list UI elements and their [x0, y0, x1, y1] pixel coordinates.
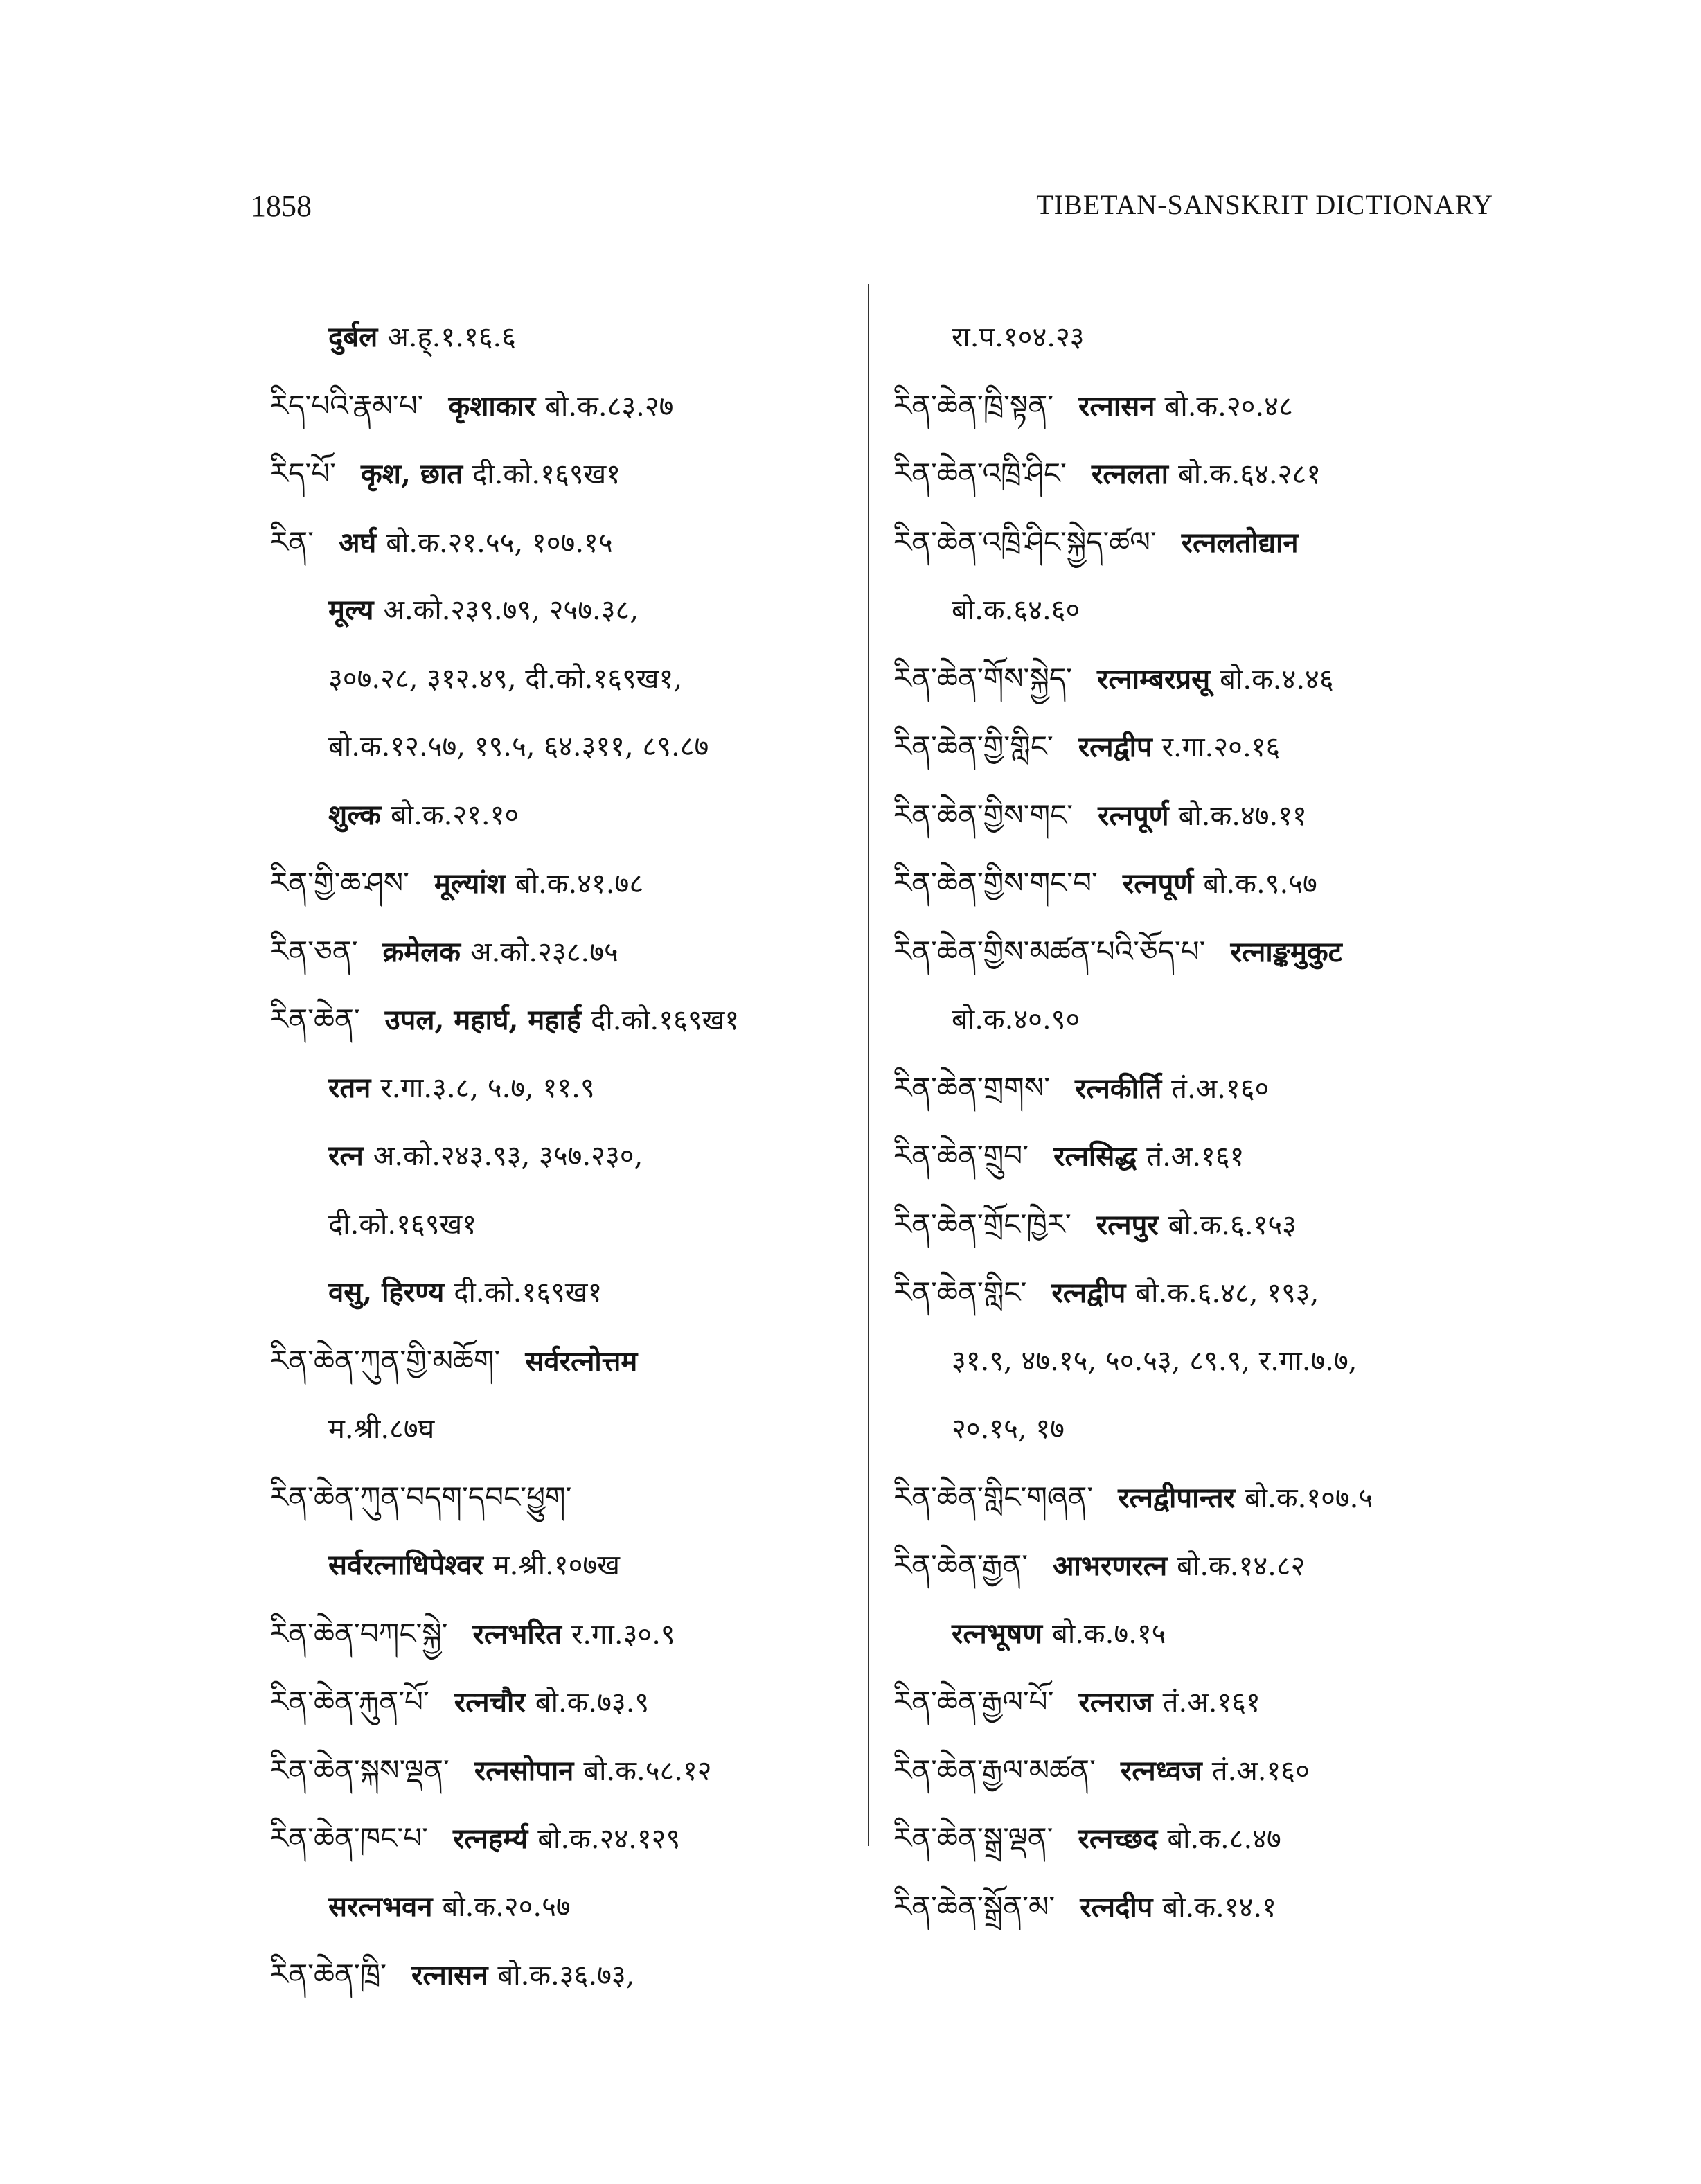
entry-continuation-line — [893, 303, 1517, 372]
source-reference: दी.को.१६९ख१ — [454, 1277, 603, 1308]
source-reference: बो.क.२१.५५, १०७.१५ — [386, 526, 613, 559]
source-reference: दी.को.१६९ख१ — [591, 1004, 740, 1036]
source-reference: बो.क.१२.५७, १९.५, ६४.३११, ८९.८७ — [328, 731, 709, 763]
source-reference: दी.को.१६९ख१ — [472, 459, 621, 490]
entry-continuation-line — [893, 576, 1517, 645]
tibetan-headword: རིན་ཅན་ — [270, 934, 358, 968]
dictionary-entry — [270, 849, 852, 918]
tibetan-headword: རིན་ཆེན་གྲུབ་ — [893, 1139, 1029, 1173]
source-reference: बो.क.७.१५ — [1052, 1617, 1166, 1650]
entry-continuation-line — [270, 1122, 852, 1191]
source-reference: र.गा.३०.९ — [571, 1618, 675, 1651]
sanskrit-equivalent: क्रमेलक — [382, 935, 461, 968]
sanskrit-equivalent: मूल्य — [328, 594, 374, 626]
dictionary-entry — [893, 508, 1517, 577]
entry-continuation-line — [270, 303, 852, 372]
source-reference: दी.को.१६९ख१ — [328, 1208, 477, 1241]
sanskrit-equivalent: कृश, छात — [361, 458, 463, 490]
source-reference: अ.को.२३८.७५ — [470, 936, 618, 968]
source-reference: बो.क.६४.२८१ — [1177, 459, 1321, 490]
sanskrit-equivalent: रत्नद्वीपान्तर — [1118, 1481, 1235, 1514]
sanskrit-equivalent: रत्नभरित — [472, 1617, 562, 1651]
dictionary-entry — [270, 1737, 852, 1805]
dictionary-entry — [893, 918, 1517, 986]
source-reference: बो.क.६.४८, १९३, — [1135, 1277, 1319, 1309]
source-reference: अ.ह्.१.१६.६ — [387, 321, 517, 353]
entry-continuation-line — [893, 1327, 1517, 1396]
sanskrit-equivalent: रत्नासन — [1078, 389, 1155, 423]
source-reference: बो.क.२१.१० — [390, 799, 519, 831]
entry-continuation-line — [270, 713, 852, 781]
source-reference: ३०७.२८, ३१२.४९, दी.को.१६९ख१, — [328, 662, 683, 695]
tibetan-headword: རིན་ཆེན་གྲགས་ — [893, 1070, 1051, 1105]
sanskrit-equivalent: रत्नकीर्ति — [1075, 1072, 1162, 1105]
tibetan-headword: རིན་ཆེན་སྒྲ་ལྡན་ — [893, 1821, 1053, 1855]
dictionary-entry — [893, 1054, 1517, 1123]
sanskrit-equivalent: कृशाकार — [448, 389, 536, 423]
source-reference: ३१.९, ४७.१५, ५०.५३, ८९.९, र.गा.७.७, — [952, 1344, 1357, 1377]
tibetan-headword: རིན་ཆེན་གྱི་གླིང་ — [893, 729, 1053, 763]
source-reference: बो.क.१०७.५ — [1244, 1482, 1373, 1514]
dictionary-entry — [893, 1532, 1517, 1600]
source-reference: तं.अ.१६१ — [1162, 1687, 1261, 1719]
sanskrit-equivalent: रत्नलता — [1091, 458, 1168, 490]
dictionary-entry — [893, 713, 1517, 781]
dictionary-entry — [270, 508, 852, 577]
tibetan-headword: རིན་གྱི་ཆ་ཤས་ — [270, 866, 409, 900]
entry-continuation-line — [270, 645, 852, 713]
tibetan-headword: རིན་ཆེན་རྒྱལ་མཚན་ — [893, 1752, 1096, 1787]
tibetan-headword: རིན་ཆེན་རྒྱལ་པོ་ — [893, 1685, 1054, 1719]
sanskrit-equivalent: सर्वरत्नाधिपेश्वर — [328, 1549, 483, 1581]
dictionary-entry — [270, 1941, 852, 2009]
tibetan-headword: རིན་ཆེན་གྱིས་གང་ — [893, 797, 1074, 832]
sanskrit-equivalent: रत्नद्वीप — [1078, 731, 1152, 763]
tibetan-headword: རིན་ཆེན་གླིང་ — [893, 1275, 1027, 1309]
tibetan-headword: རིན་ཆེན་གླིང་གཞན་ — [893, 1480, 1094, 1514]
sanskrit-equivalent: रत्नपूर्ण — [1122, 867, 1194, 900]
tibetan-headword: རིན་ཆེན་རྒྱན་ — [893, 1548, 1028, 1582]
source-reference: बो.क.३६.७३, — [497, 1960, 635, 1991]
source-reference: अ.को.२४३.९३, ३५७.२३०, — [373, 1140, 643, 1172]
tibetan-headword: རིན་ཆེན་གོས་སྐྱེད་ — [893, 661, 1072, 695]
source-reference: बो.क.४१.७८ — [515, 868, 644, 900]
sanskrit-equivalent: सर्वरत्नोत्तम — [525, 1344, 638, 1378]
source-reference: बो.क.६.१५३ — [1168, 1209, 1297, 1241]
tibetan-headword: རིན་ཆེན་ཁྲི་ — [270, 1957, 386, 1991]
source-reference: म.श्री.८७घ — [328, 1413, 435, 1445]
dictionary-entry — [893, 1737, 1517, 1805]
source-reference: बो.क.१४.१ — [1162, 1891, 1276, 1924]
dictionary-entry — [893, 1122, 1517, 1191]
tibetan-headword: རིད་པོ་ — [270, 456, 337, 490]
entry-continuation-line — [270, 1395, 852, 1464]
sanskrit-equivalent: रत्न — [328, 1139, 364, 1172]
sanskrit-equivalent: उपल, महार्घ, महार्ह — [384, 1004, 582, 1036]
dictionary-entry — [270, 918, 852, 986]
source-reference: र.गा.२०.१६ — [1161, 731, 1281, 763]
sanskrit-equivalent: रत्नचौर — [454, 1686, 526, 1719]
entry-continuation-line — [893, 986, 1517, 1054]
tibetan-headword: རིན་ཆེན་ཁྲི་སྟན་ — [893, 388, 1054, 423]
dictionary-entry — [270, 1327, 852, 1396]
dictionary-entry — [893, 1191, 1517, 1259]
tibetan-headword: རིན་ཆེན་ཀུན་བདག་དབང་ཕྱུག་ — [270, 1480, 572, 1514]
entry-continuation-line — [270, 1054, 852, 1123]
sanskrit-equivalent: रत्नहर्म्य — [452, 1822, 528, 1855]
dictionary-entry — [270, 372, 852, 441]
sanskrit-equivalent: दुर्बल — [328, 321, 378, 353]
left-column — [270, 303, 852, 2009]
column-divider — [868, 284, 869, 1846]
source-reference: बो.क.६४.६० — [952, 594, 1080, 626]
sanskrit-equivalent: आभरणरत्न — [1053, 1550, 1168, 1582]
sanskrit-equivalent: वसु, हिरण्य — [328, 1276, 445, 1308]
sanskrit-equivalent: रत्नाङ्कमुकुट — [1230, 935, 1342, 968]
sanskrit-equivalent: अर्घ — [339, 526, 377, 559]
entry-continuation-line — [270, 1873, 852, 1942]
source-reference: बो.क.२४.१२९ — [537, 1823, 681, 1855]
source-reference: रा.प.१०४.२३ — [952, 321, 1085, 353]
sanskrit-equivalent: रत्नदीप — [1080, 1890, 1153, 1924]
sanskrit-equivalent: रत्नपुर — [1096, 1208, 1159, 1241]
dictionary-entry — [893, 1259, 1517, 1327]
page-number: 1858 — [251, 189, 312, 223]
source-reference: तं.अ.१६० — [1211, 1755, 1310, 1787]
dictionary-entry — [270, 1804, 852, 1873]
source-reference: बो.क.८३.२७ — [545, 390, 674, 423]
sanskrit-equivalent: रत्नसिद्ध — [1053, 1140, 1137, 1173]
dictionary-entry — [893, 781, 1517, 850]
dictionary-entry — [270, 440, 852, 508]
tibetan-headword: རིད་པའི་རྣམ་པ་ — [270, 388, 424, 423]
dictionary-entry — [270, 1464, 852, 1532]
source-reference: तं.अ.१६० — [1171, 1072, 1270, 1105]
entry-continuation-line — [893, 1600, 1517, 1669]
entry-continuation-line — [893, 1395, 1517, 1464]
source-reference: बो.क.५८.१२ — [583, 1755, 712, 1787]
dictionary-entry — [893, 645, 1517, 713]
sanskrit-equivalent: रत्नसोपान — [474, 1754, 574, 1787]
dictionary-entry — [270, 986, 852, 1054]
tibetan-headword: རིན་ཆེན་སྐས་ལྡན་ — [270, 1752, 449, 1787]
sanskrit-equivalent: रत्नध्वज — [1120, 1754, 1202, 1787]
tibetan-headword: རིན་ཆེན་ཀུན་གྱི་མཆོག་ — [270, 1343, 501, 1378]
sanskrit-equivalent: रत्नच्छद — [1078, 1822, 1158, 1855]
tibetan-headword: རིན་ཆེན་སྒྲོན་མ་ — [893, 1889, 1056, 1924]
entry-continuation-line — [270, 1259, 852, 1327]
source-reference: बो.क.१४.८२ — [1177, 1550, 1306, 1582]
source-reference: बो.क.२०.५७ — [442, 1890, 571, 1923]
entry-continuation-line — [270, 576, 852, 645]
tibetan-headword: རིན་ཆེན་འཁྲི་ཤིང་ — [893, 456, 1067, 490]
sanskrit-equivalent: रत्नद्वीप — [1051, 1277, 1126, 1309]
sanskrit-equivalent: शुल्क — [328, 798, 381, 831]
sanskrit-equivalent: रतन — [328, 1071, 371, 1104]
tibetan-headword: རིན་ཆེན་རྐུན་པོ་ — [270, 1685, 429, 1719]
source-reference: बो.क.७३.९ — [535, 1687, 650, 1719]
dictionary-entry — [893, 1804, 1517, 1873]
sanskrit-equivalent: रत्नाम्बरप्रसू — [1096, 662, 1211, 695]
sanskrit-equivalent: रत्नासन — [411, 1959, 488, 1991]
source-reference: बो.क.८.४७ — [1167, 1823, 1281, 1855]
running-title: TIBETAN-SANSKRIT DICTIONARY — [1036, 189, 1493, 220]
entry-continuation-line — [270, 781, 852, 850]
source-reference: बो.क.४.४६ — [1220, 663, 1334, 695]
dictionary-entry — [893, 1873, 1517, 1942]
entry-continuation-line — [270, 1191, 852, 1259]
source-reference: बो.क.४०.९० — [952, 1004, 1080, 1036]
tibetan-headword: རིན་ཆེན་གྱིས་མཚན་པའི་ཅོད་པ་ — [893, 934, 1206, 968]
dictionary-entry — [893, 1668, 1517, 1737]
source-reference: म.श्री.१०७ख — [492, 1550, 620, 1581]
tibetan-headword: རིན་ཆེན་ཁང་པ་ — [270, 1821, 428, 1855]
tibetan-headword: རིན་ — [270, 524, 314, 559]
dictionary-entry — [893, 849, 1517, 918]
right-column — [893, 303, 1517, 1941]
tibetan-headword: རིན་ཆེན་གྲོང་ཁྱེར་ — [893, 1207, 1071, 1241]
tibetan-headword: རིན་ཆེན་ — [270, 1002, 360, 1036]
source-reference: तं.अ.१६१ — [1146, 1141, 1245, 1173]
dictionary-entry — [893, 440, 1517, 508]
source-reference: बो.क.९.५७ — [1203, 868, 1317, 900]
sanskrit-equivalent: सरत्नभवन — [328, 1890, 433, 1923]
tibetan-headword: རིན་ཆེན་བཀང་སྐྱེ་ — [270, 1616, 448, 1651]
dictionary-entry — [270, 1600, 852, 1669]
source-reference: २०.१५, १७ — [952, 1413, 1065, 1445]
dictionary-entry — [270, 1668, 852, 1737]
tibetan-headword: རིན་ཆེན་འཁྲི་ཤིང་སྐྱེད་ཚལ་ — [893, 524, 1157, 559]
dictionary-entry — [893, 372, 1517, 441]
dictionary-entry — [893, 1464, 1517, 1532]
tibetan-headword: རིན་ཆེན་གྱིས་གང་བ་ — [893, 866, 1098, 900]
sanskrit-equivalent: रत्नभूषण — [952, 1617, 1042, 1650]
source-reference: र.गा.३.८, ५.७, ११.९ — [380, 1072, 595, 1104]
sanskrit-equivalent: रत्नलतोद्यान — [1181, 526, 1299, 559]
source-reference: बो.क.२०.४८ — [1164, 390, 1293, 423]
source-reference: अ.को.२३९.७९, २५७.३८, — [383, 594, 639, 626]
sanskrit-equivalent: रत्नराज — [1078, 1686, 1153, 1719]
sanskrit-equivalent: रत्नपूर्ण — [1098, 799, 1169, 832]
entry-continuation-line — [270, 1532, 852, 1600]
sanskrit-equivalent: मूल्यांश — [434, 867, 506, 900]
source-reference: बो.क.४७.११ — [1178, 799, 1307, 832]
